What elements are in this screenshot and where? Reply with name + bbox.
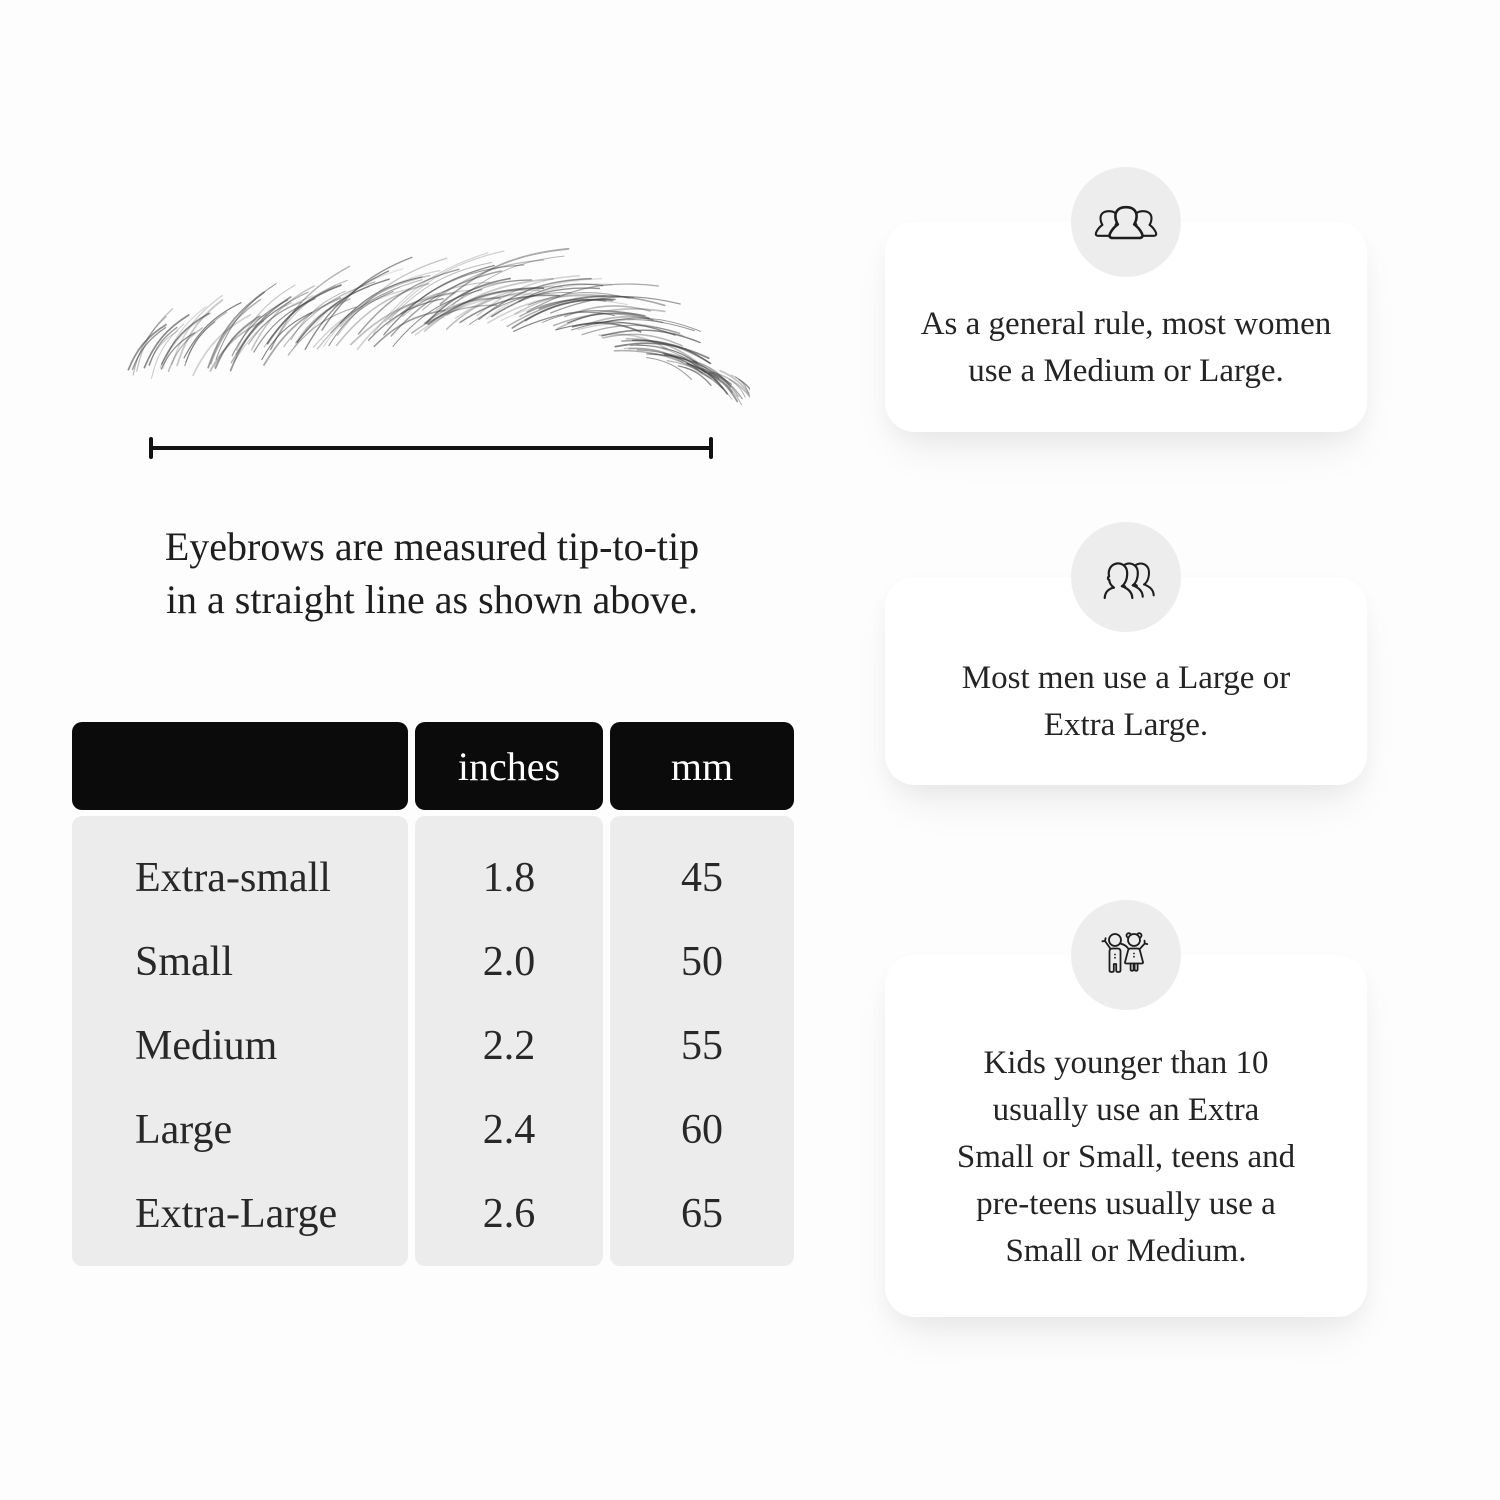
info-card-men: [885, 577, 1367, 785]
measurement-caption: [80, 520, 784, 626]
inches-cell: 1.8: [482, 855, 536, 901]
mm-cell: 55: [681, 1023, 723, 1069]
caption-line: Eyebrows are measured tip-to-tip: [164, 524, 700, 569]
card-text-line: pre-teens usually use a: [976, 1185, 1276, 1222]
icon-circle: [1071, 522, 1181, 632]
eyebrow-illustration: [110, 232, 750, 417]
caption-line: in a straight line as shown above.: [165, 577, 699, 622]
children-icon: [1092, 926, 1160, 984]
card-text-line: Most men use a Large or: [961, 660, 1291, 696]
women-group-icon: [1092, 193, 1160, 251]
info-card-women: [885, 222, 1367, 432]
mm-column: [610, 816, 794, 1266]
mm-cell: 65: [681, 1191, 723, 1237]
inches-cell: 2.4: [482, 1107, 536, 1153]
size-label-cell: Small: [135, 939, 234, 985]
size-label-cell: Extra-Large: [135, 1191, 338, 1237]
card-text-line: Extra Large.: [1043, 707, 1209, 743]
info-card-kids: [885, 955, 1367, 1317]
card-text-line: Small or Medium.: [1005, 1232, 1247, 1269]
measurement-line: [150, 446, 712, 450]
line-end-cap-left: [149, 437, 153, 459]
table-header-blank: [72, 722, 408, 810]
size-label-cell: Large: [135, 1107, 233, 1153]
size-label-column: [72, 816, 408, 1266]
mm-cell: 60: [681, 1107, 723, 1153]
mm-cell: 45: [681, 855, 723, 901]
card-text-line: As a general rule, most women: [920, 306, 1332, 342]
card-text-line: Kids younger than 10: [983, 1044, 1269, 1081]
inches-cell: 2.6: [482, 1191, 536, 1237]
size-table-body: [72, 816, 794, 1266]
size-label-cell: Medium: [135, 1023, 278, 1069]
line-end-cap-right: [709, 437, 713, 459]
size-table: [72, 722, 794, 1266]
inches-column: [415, 816, 603, 1266]
card-text-line: Small or Small, teens and: [956, 1138, 1296, 1175]
eyebrow-sketch-svg: [110, 232, 750, 417]
size-table-header: [72, 722, 794, 810]
table-header-inches: inches: [415, 722, 603, 810]
men-group-icon: [1092, 548, 1160, 606]
table-header-mm: mm: [610, 722, 794, 810]
inches-cell: 2.0: [482, 939, 536, 985]
icon-circle: [1071, 167, 1181, 277]
mm-cell: 50: [681, 939, 723, 985]
size-label-cell: Extra-small: [135, 855, 331, 901]
icon-circle: [1071, 900, 1181, 1010]
card-text-line: use a Medium or Large.: [968, 353, 1284, 389]
inches-cell: 2.2: [482, 1023, 536, 1069]
card-text-line: usually use an Extra: [992, 1091, 1260, 1128]
